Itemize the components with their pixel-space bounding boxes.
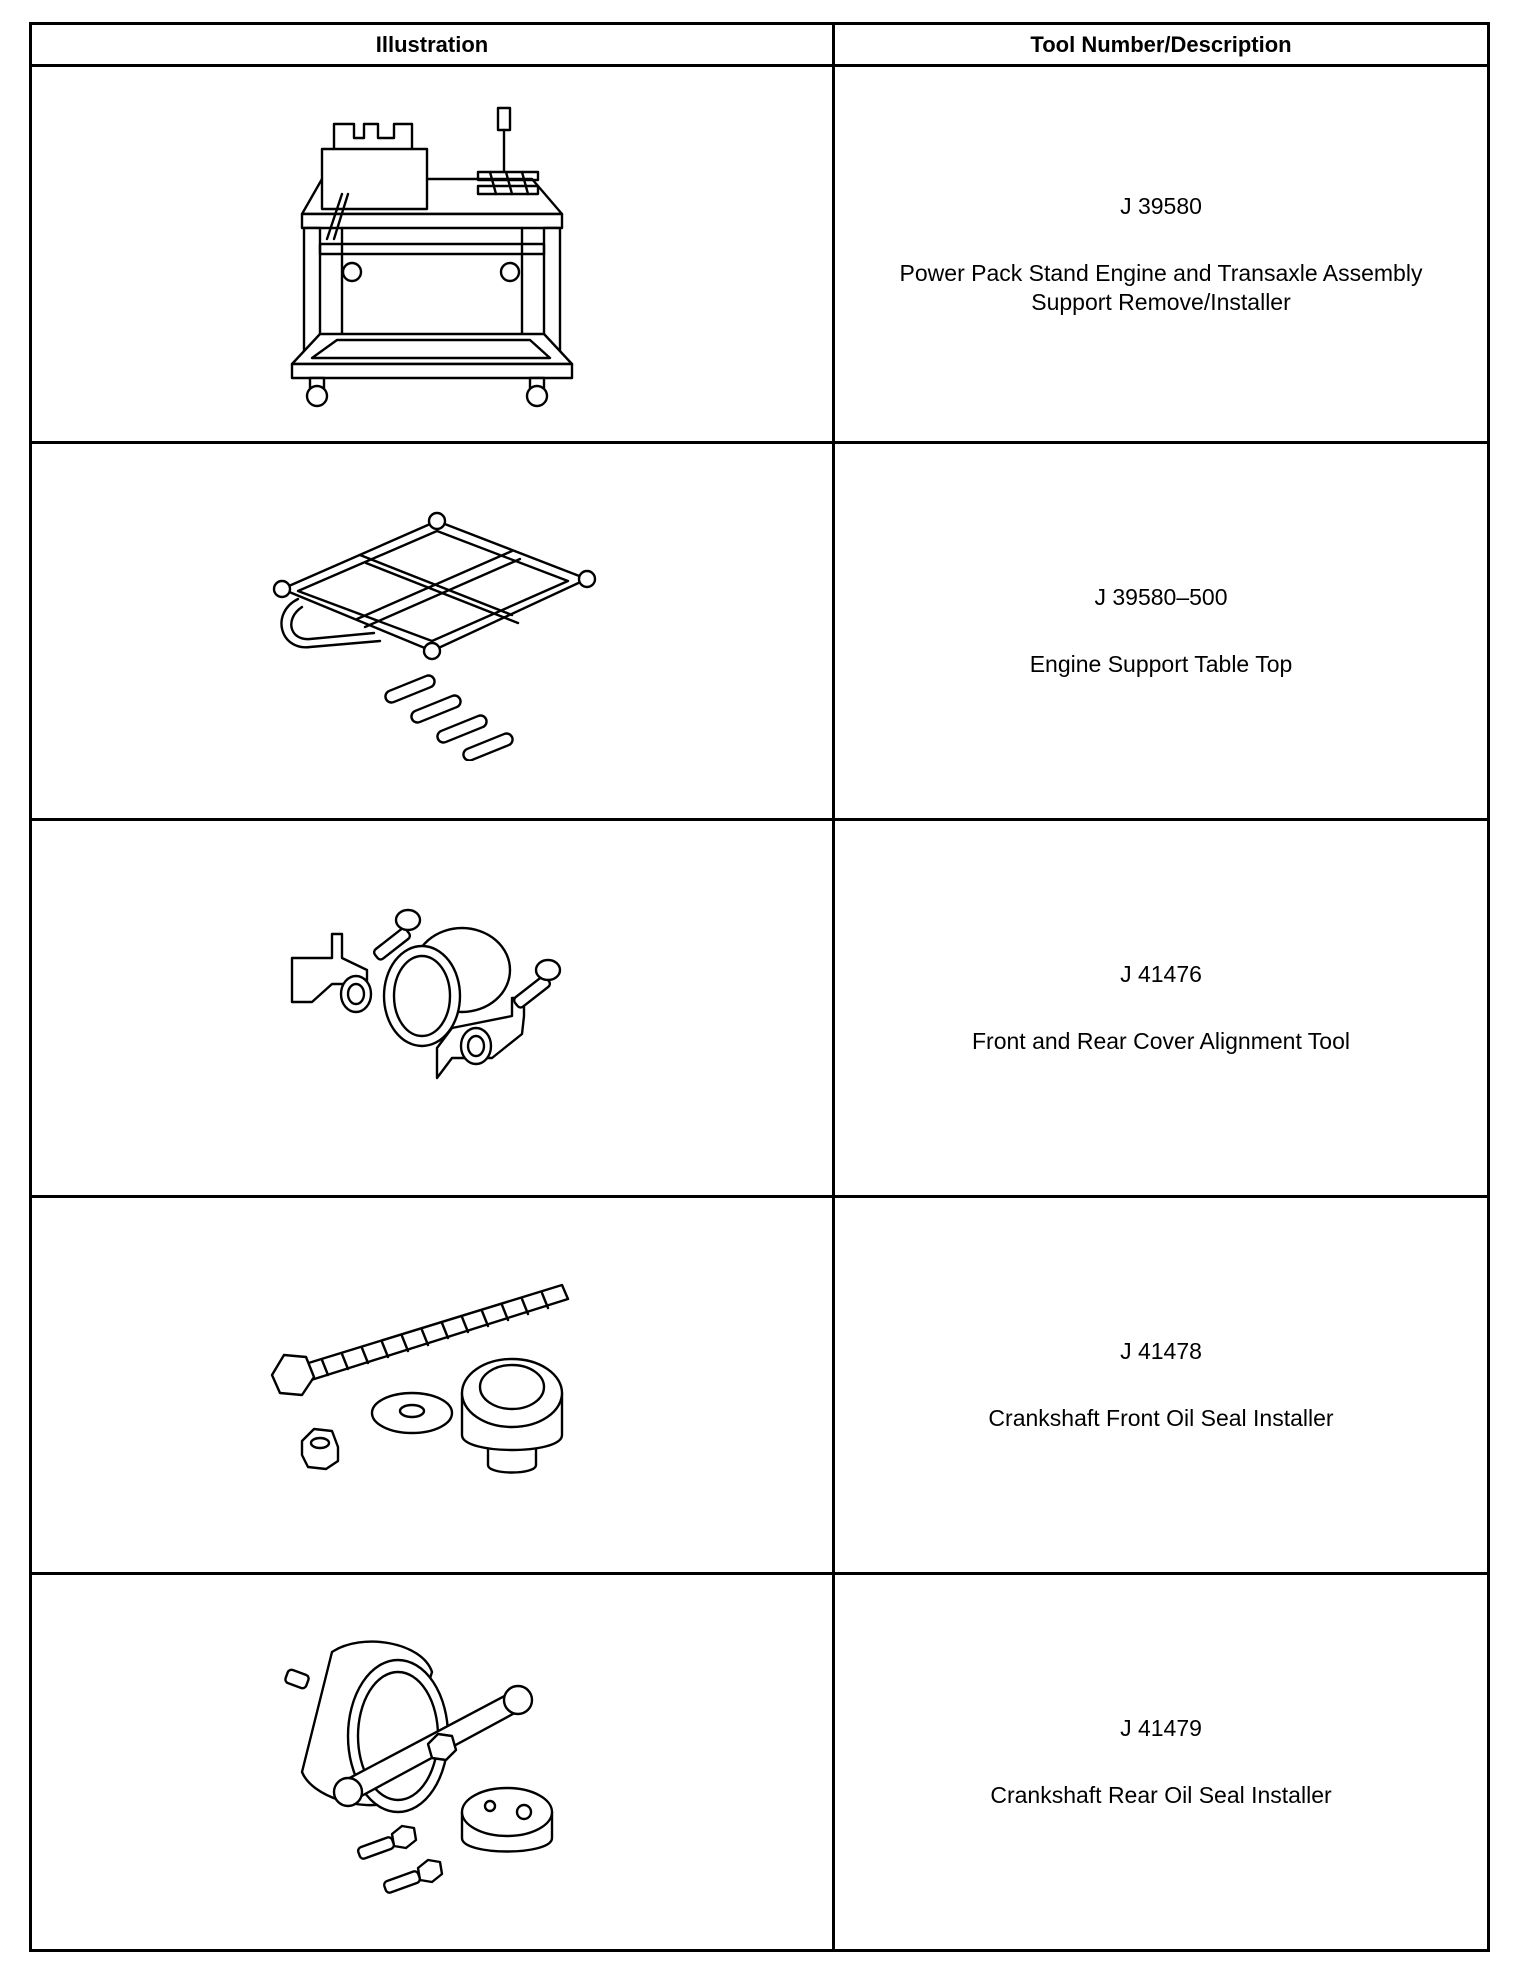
illustration-cell — [31, 66, 834, 443]
tool-number: J 41479 — [1120, 1715, 1202, 1741]
tool-description: Crankshaft Front Oil Seal Installer — [988, 1405, 1334, 1431]
table-row — [31, 820, 1489, 1197]
description-column-header: Tool Number/Description — [834, 24, 1489, 66]
tool-description: Engine Support Table Top — [1029, 651, 1293, 677]
tool-number: J 41478 — [1120, 1338, 1202, 1364]
description-cell — [834, 820, 1489, 1197]
description-cell — [834, 1197, 1489, 1574]
tool-number: J 41476 — [1120, 961, 1202, 987]
tool-number: J 39580–500 — [1094, 584, 1228, 610]
illustration-cell — [31, 1197, 834, 1574]
cover-alignment-tool-icon — [272, 898, 592, 1118]
tool-number: J 39580 — [1120, 192, 1202, 219]
tool-description: Crankshaft Rear Oil Seal Installer — [990, 1782, 1332, 1808]
illustration-column-header: Illustration — [31, 24, 834, 66]
table-row — [31, 1574, 1489, 1951]
illustration-cell — [31, 1574, 834, 1951]
power-pack-stand-icon — [282, 94, 582, 414]
table-row — [31, 443, 1489, 820]
special-tools-table — [29, 22, 1490, 1952]
table-row — [31, 66, 1489, 443]
description-cell — [834, 1574, 1489, 1951]
table-header-row — [31, 24, 1489, 66]
tool-description: Front and Rear Cover Alignment Tool — [972, 1028, 1350, 1054]
engine-support-table-top-icon — [262, 501, 602, 761]
description-cell — [834, 443, 1489, 820]
illustration-cell — [31, 443, 834, 820]
rear-oil-seal-installer-icon — [262, 1612, 602, 1912]
illustration-cell — [31, 820, 834, 1197]
tool-description: Power Pack Stand Engine and Transaxle Assembly Support Remove/Installer — [899, 259, 1423, 315]
description-cell — [834, 66, 1489, 443]
table-row — [31, 1197, 1489, 1574]
front-oil-seal-installer-icon — [262, 1265, 602, 1505]
